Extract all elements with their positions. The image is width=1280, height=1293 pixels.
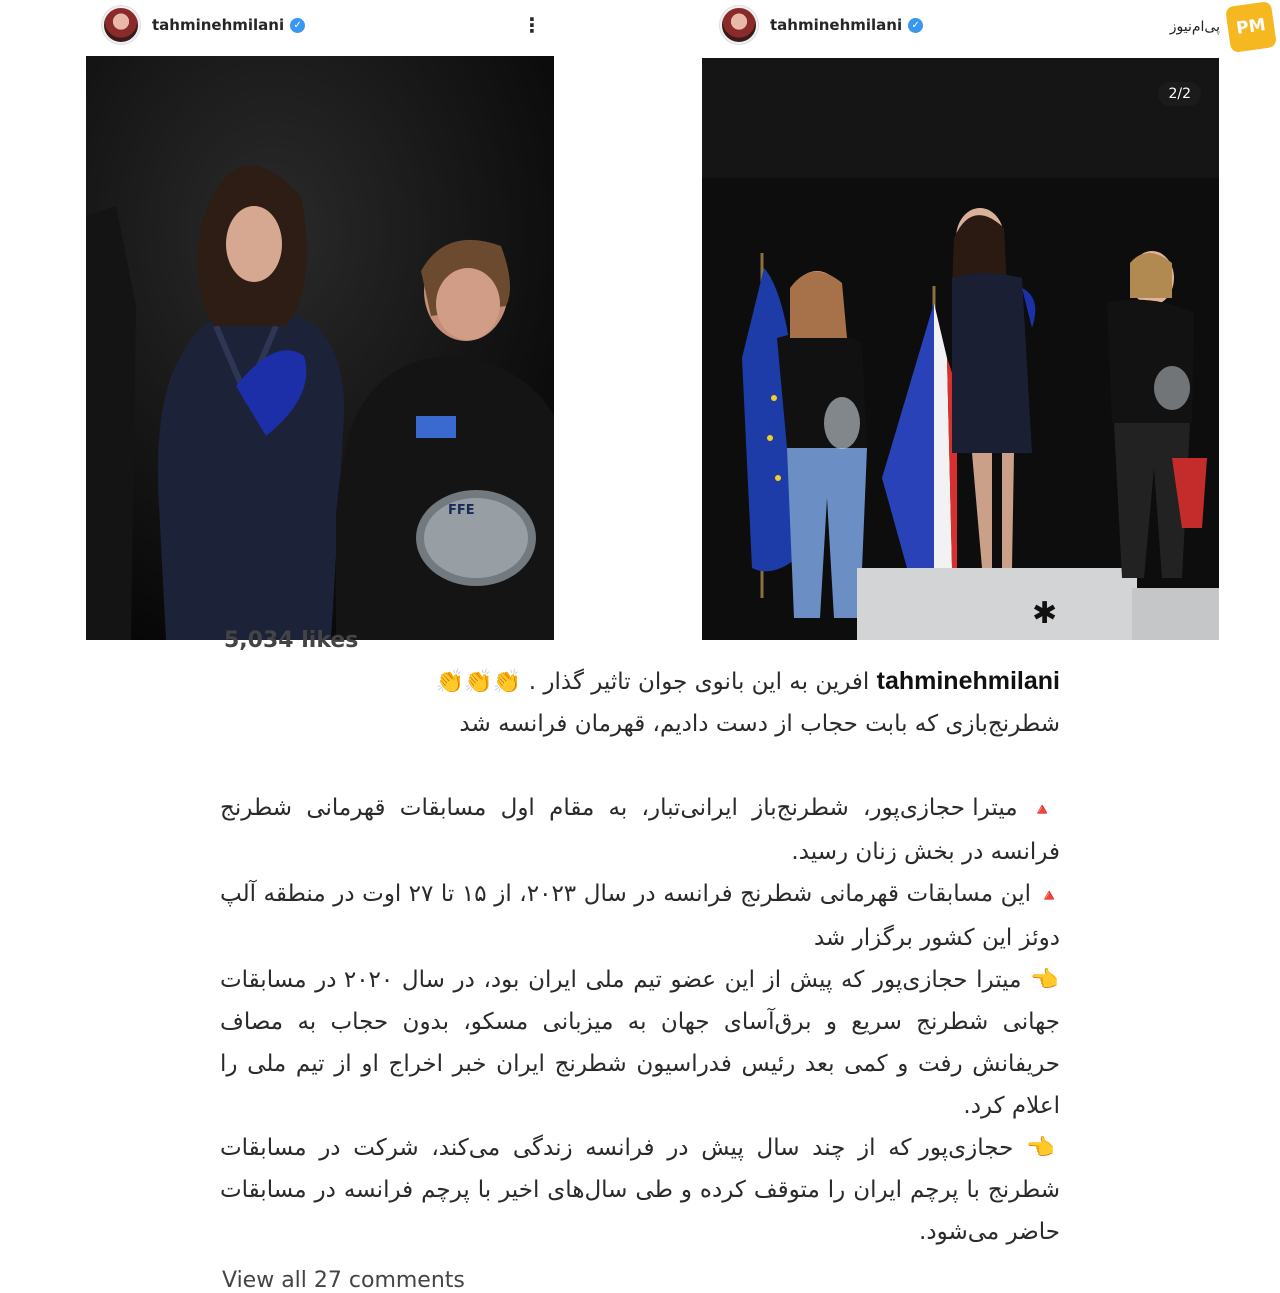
post-header-left bbox=[102, 0, 542, 50]
view-comments-link[interactable]: View all 27 comments bbox=[222, 1268, 465, 1293]
post-header-right bbox=[720, 0, 1120, 50]
photo-left-illustration bbox=[86, 56, 554, 640]
caption-intro bbox=[220, 660, 1060, 703]
caption-bullet-text: حجازی‌پور که از چند سال پیش در فرانسه زندگی می‌کند، شرکت در مسابقات شطرنج با پرچم ایران را متوقف کرده و طی سال‌های اخیر با پرچم فرانسه در مسابقات حاضر می‌شود. bbox=[220, 1135, 1060, 1245]
svg-text:✱: ✱ bbox=[1032, 596, 1058, 631]
pointing-hand-icon: 👈 bbox=[1030, 967, 1061, 993]
caption-bullet bbox=[220, 1127, 1060, 1253]
username[interactable]: tahminehmilani bbox=[770, 16, 903, 34]
caption-bullet-text: این مسابقات قهرمانی شطرنج فرانسه در سال ۲۰۲۳، از ۱۵ تا ۲۷ اوت در منطقه آلپ دوئز این کشور برگزار شد bbox=[220, 881, 1060, 951]
watermark-text: پی‌ام‌نیوز bbox=[1169, 19, 1220, 35]
caption-bullet bbox=[220, 873, 1060, 959]
carousel-counter: 2/2 bbox=[1158, 82, 1201, 106]
watermark bbox=[1170, 4, 1274, 50]
caption-bullet-text: میترا حجازی‌پور، شطرنج‌باز ایرانی‌تبار، به مقام اول مسابقات قهرمانی شطرنج فرانسه در بخش زنان رسید. bbox=[220, 795, 1060, 865]
verified-badge-icon: ✓ bbox=[908, 18, 923, 33]
caption-bullet bbox=[220, 959, 1060, 1127]
caption-spacer bbox=[220, 745, 1060, 787]
post-caption bbox=[220, 660, 1060, 1253]
avatar[interactable] bbox=[102, 6, 140, 44]
username[interactable]: tahminehmilani bbox=[152, 16, 285, 34]
caption-intro-text: افرین به این بانوی جوان تاثیر گذار . 👏👏👏 bbox=[435, 669, 870, 695]
photo-right-illustration bbox=[702, 58, 1219, 640]
red-triangle-icon: 🔺 bbox=[1038, 886, 1061, 906]
post-photo-left[interactable] bbox=[86, 56, 554, 640]
likes-count[interactable]: 5,034 likes bbox=[224, 628, 359, 653]
svg-text:FFE: FFE bbox=[448, 503, 475, 518]
caption-bullet-text: میترا حجازی‌پور که پیش از این عضو تیم ملی ایران بود، در سال ۲۰۲۰ در مسابقات جهانی شطرنج سریع و برق‌آسای جهان به میزبانی مسکو، بدون حجاب به مصاف حریفانش رفت و کمی بعد رئیس فدراسیون شطرنج ایران خبر اخراج او از تیم ملی را اعلام کرد. bbox=[220, 967, 1060, 1119]
caption-intro-line2: شطرنج‌بازی که بابت حجاب از دست دادیم، قهرمان فرانسه شد bbox=[459, 711, 1060, 737]
pointing-hand-icon: 👈 bbox=[1026, 1135, 1061, 1161]
watermark-logo-icon: PM bbox=[1225, 1, 1277, 53]
post-photo-right[interactable] bbox=[702, 58, 1219, 640]
verified-badge-icon: ✓ bbox=[290, 18, 305, 33]
more-options-icon[interactable]: ⋮ bbox=[522, 13, 542, 37]
red-triangle-icon: 🔺 bbox=[1031, 800, 1060, 820]
avatar[interactable] bbox=[720, 6, 758, 44]
caption-bullet bbox=[220, 787, 1060, 873]
caption-username[interactable]: tahminehmilani bbox=[876, 667, 1060, 695]
